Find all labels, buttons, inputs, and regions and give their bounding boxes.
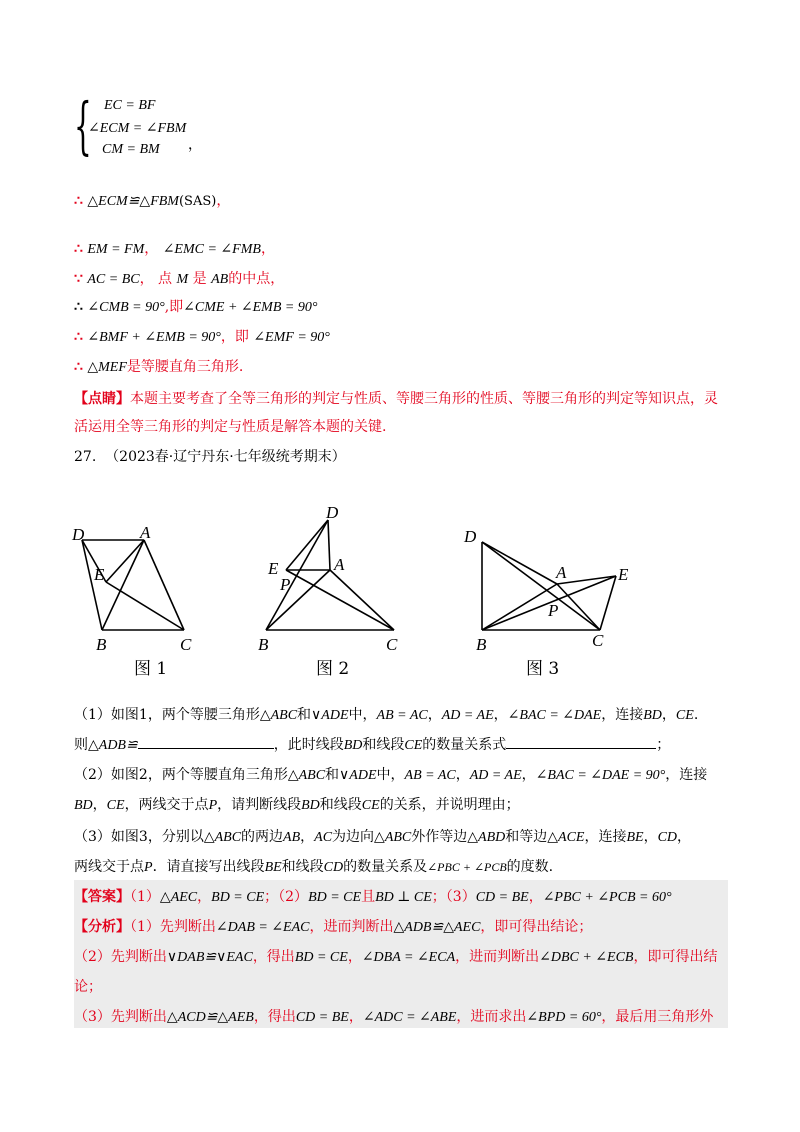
fig3-point-P: P (548, 601, 559, 620)
fig1-point-B: B (96, 635, 107, 654)
question-1-line-2: 则△ADB≌ ，此时线段BD和线段CE的数量关系式 ； (74, 734, 670, 754)
answer-blank-1[interactable] (138, 734, 274, 749)
fig1-point-D: D (72, 525, 85, 544)
fig1-point-A: A (140, 523, 151, 542)
analysis-line-2: （2）先判断出∨DAB≌∨EAC，得出BD = CE，∠DBA = ∠ECA，进而判断出∠DBC + ∠ECB，即可得出结 (74, 949, 718, 965)
step-2: ∴ EM = FM， ∠EMC = ∠FMB， (74, 241, 275, 257)
system-row-2: ∠ECM = ∠FBM (88, 121, 187, 136)
fig2-point-P: P (280, 575, 291, 594)
system-row-3: CM = BM (102, 142, 160, 157)
fig2-point-B: B (258, 635, 269, 654)
left-brace: { (74, 89, 92, 162)
system-row-1: EC = BF (104, 98, 156, 113)
fig2-point-D: D (326, 503, 339, 522)
analysis-line-3: 论； (74, 979, 102, 995)
fig2-label: 图 2 (316, 659, 350, 679)
problem-header: 27. （2023春·辽宁丹东·七年级统考期末） (74, 449, 346, 465)
figures (60, 496, 740, 686)
fig3-point-B: B (476, 635, 487, 654)
fig3-point-E: E (618, 565, 629, 584)
question-3-line-2: 两线交于点P．请直接写出线段BE和线段CD的数量关系及∠PBC + ∠PCB的度数. (74, 859, 554, 875)
geometry-figures (60, 496, 740, 686)
analysis-line-4: （3）先判断出△ACD≌△AEB，得出CD = BE，∠ADC = ∠ABE，进而求出∠BPD = 60°，最后用三角形外 (74, 1009, 714, 1025)
fig3-point-A: A (556, 563, 567, 582)
fig1-point-C: C (180, 635, 192, 654)
question-2-line-1: （2）如图2，两个等腰直角三角形△ABC和∨ADE中，AB = AC，AD = AE，∠BAC = ∠DAE = 90°，连接 (74, 767, 708, 783)
step-4: ∴ ∠CMB = 90°,即∠CME + ∠EMB = 90° (74, 299, 318, 315)
comment-line-2: 活运用全等三角形的判定与性质是解答本题的关键. (74, 419, 387, 435)
question-1-line-1: （1）如图1，两个等腰三角形△ABC和∨ADE中，AB = AC，AD = AE，∠BAC = ∠DAE，连接BD，CE. (74, 707, 699, 723)
fig1-label: 图 1 (134, 659, 168, 679)
fig3-label: 图 3 (526, 659, 560, 679)
step-6: ∴ △MEF是等腰直角三角形. (74, 359, 244, 375)
step-5: ∴ ∠BMF + ∠EMB = 90°，即 ∠EMF = 90° (74, 329, 330, 345)
fig2-point-C: C (386, 635, 398, 654)
fig2-point-E: E (268, 559, 279, 578)
comment-line-1: 【点睛】本题主要考查了全等三角形的判定与性质、等腰三角形的性质、等腰三角形的判定等知识点，灵 (74, 391, 718, 407)
fig3-point-D: D (464, 527, 477, 546)
system-comma: ， (188, 137, 202, 153)
answer-blank-2[interactable] (506, 734, 656, 749)
step-1: ∴ △ECM≌△FBM(SAS)， (74, 193, 231, 209)
fig2-point-A: A (334, 555, 345, 574)
question-3-line-1: （3）如图3，分别以△ABC的两边AB，AC为边向△ABC外作等边△ABD和等边△ACE，连接BE，CD， (74, 829, 692, 845)
answer-line: 【答案】（1）△AEC，BD = CE；（2）BD = CE且BD ⊥ CE；（3）CD = BE，∠PBC + ∠PCB = 60° (74, 889, 672, 905)
analysis-line-1: 【分析】（1）先判断出∠DAB = ∠EAC，进而判断出△ADB≌△AEC，即可得出结论； (74, 919, 593, 935)
fig3-point-C: C (592, 631, 604, 650)
question-2-line-2: BD，CE，两线交于点P，请判断线段BD和线段CE的关系，并说明理由； (74, 797, 520, 813)
step-3: ∵ AC = BC， 点 M 是 AB的中点， (74, 271, 285, 287)
fig1-point-E: E (94, 565, 105, 584)
